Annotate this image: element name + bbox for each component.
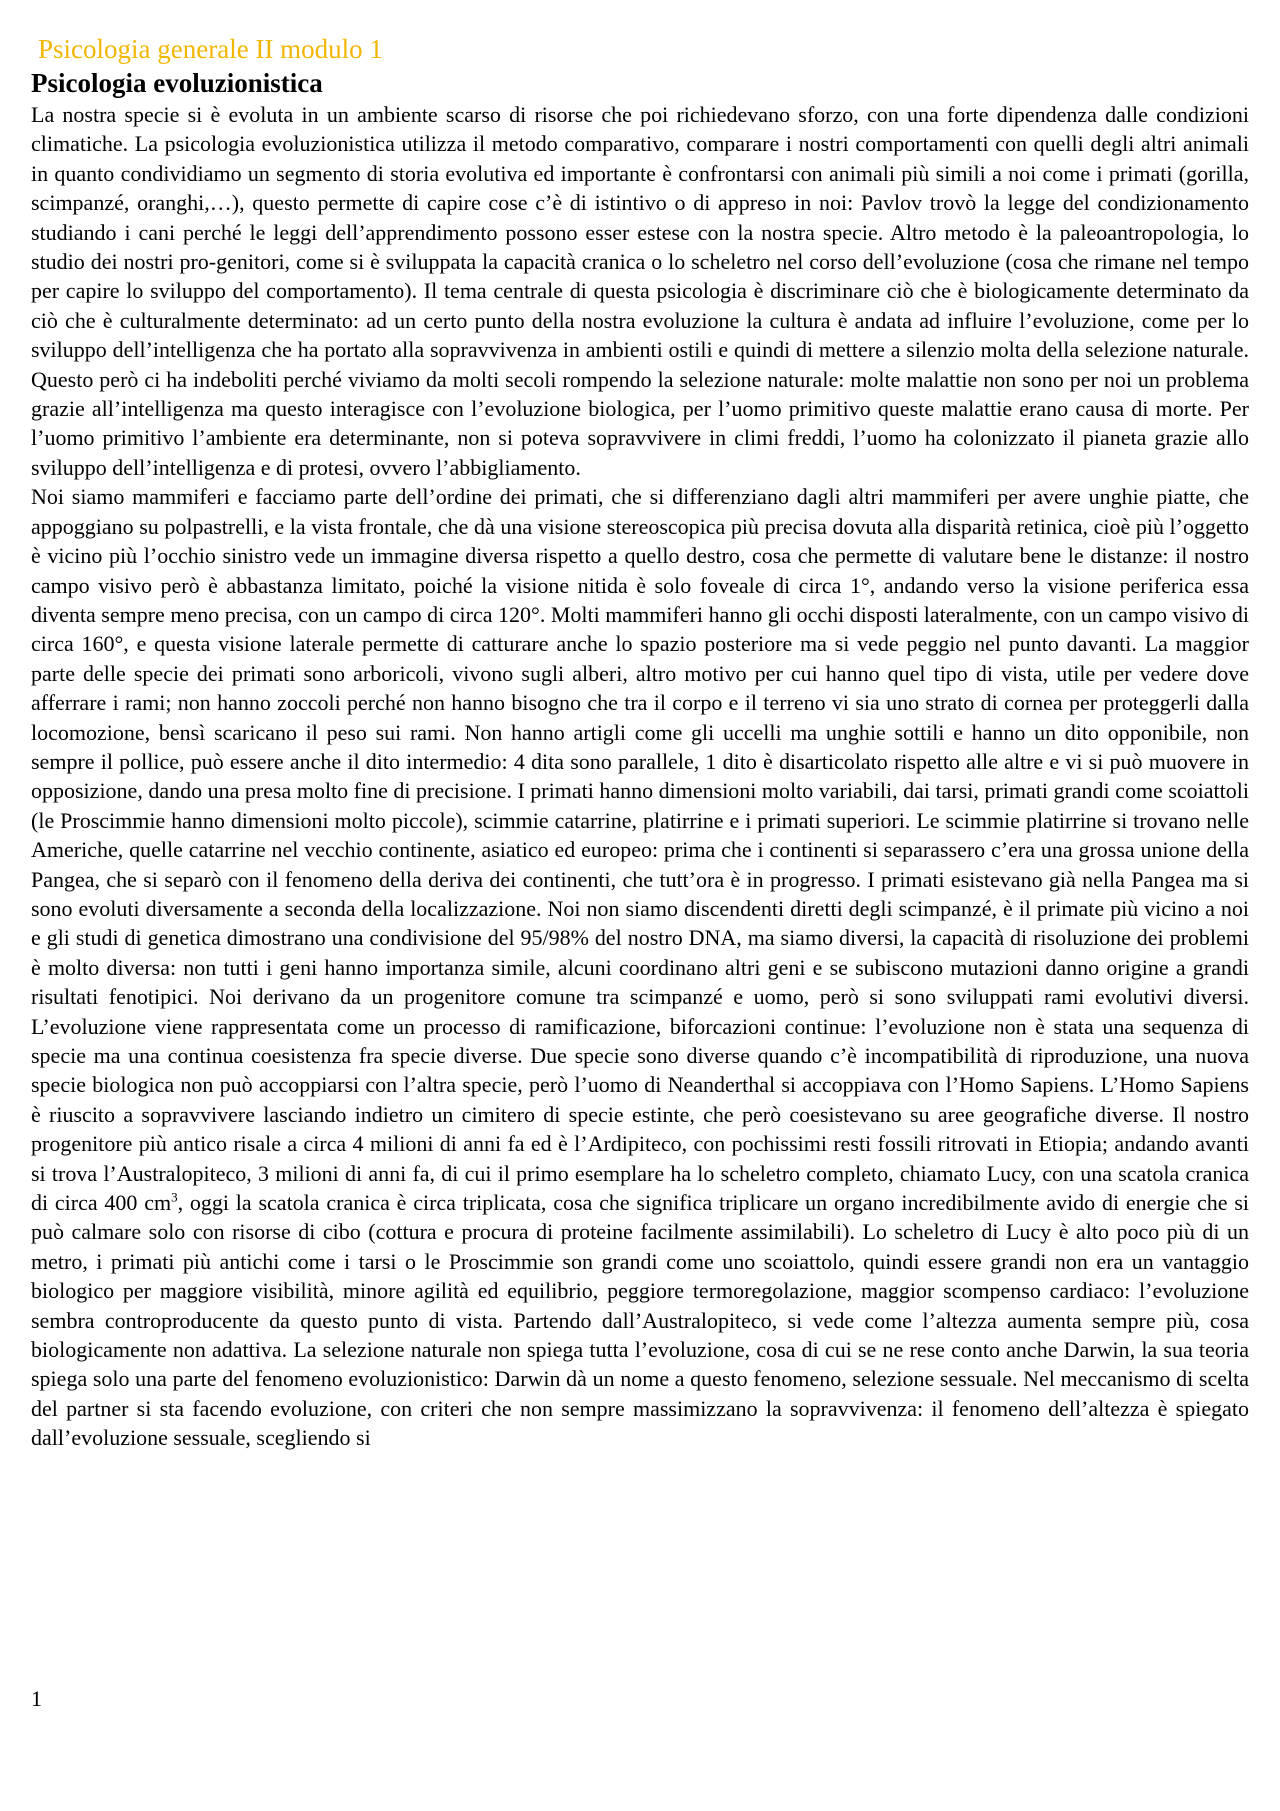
section-title: Psicologia evoluzionistica [31, 68, 323, 98]
page-number: 1 [31, 1686, 42, 1711]
document-page [31, 32, 1249, 1453]
paragraph-1: La nostra specie si è evoluta in un ambiente scarso di risorse che poi richiedevano sforzo, con una forte dipendenza dalle condizioni climatiche. La psicologia evoluzionistica utilizza il metodo comparativo, comparare i nostri comportamenti con quelli degli altri animali in quanto condividiamo un segmento di storia evolutiva ed importante è confrontarsi con animali più simili a noi come i primati (gorilla, scimpanzé, oranghi,…), questo permette di capire cose c’è di istintivo o di appreso in noi: Pavlov trovò la legge del condizionamento studiando i cani perché le leggi dell’apprendimento possono esser estese con la nostra specie. Altro metodo è la paleoantropologia, lo studio dei nostri pro-genitori, come si è sviluppata la capacità cranica o lo scheletro nel corso dell’evoluzione (cosa che rimane nel tempo per capire lo sviluppo del comportamento). Il tema centrale di questa psicologia è discriminare ciò che è biologicamente determinato da ciò che è culturalmente determinato: ad un certo punto della nostra evoluzione la cultura è andata ad influire l’evoluzione, come per lo sviluppo dell’intelligenza che ha portato alla sopravvivenza in ambienti ostili e quindi di mettere a silenzio molta della selezione naturale. Questo però ci ha indeboliti perché viviamo da molti secoli rompendo la selezione naturale: molte malattie non sono per noi un problema grazie all’intelligenza ma questo interagisce con l’evoluzione biologica, per l’uomo primitivo queste malattie erano causa di morte. Per l’uomo primitivo l’ambiente era determinante, non si poteva sopravvivere in climi freddi, l’uomo ha colonizzato il pianeta grazie allo sviluppo dell’intelligenza e di protesi, ovvero l’abbigliamento. [31, 102, 1249, 480]
superscript-cube: 3 [171, 1189, 178, 1205]
paragraph-2 [31, 482, 1249, 1452]
document-header: Psicologia generale II modulo 1 [38, 34, 383, 64]
paragraph-2-text-before: Noi siamo mammiferi e facciamo parte dell’ordine dei primati, che si differenziano dagli altri mammiferi per avere unghie piatte, che appoggiano su polpastrelli, e la vista frontale, che dà una visione stereoscopica più precisa dovuta alla disparità retinica, cioè più l’oggetto è vicino più l’occhio sinistro vede un immagine diversa rispetto a quello destro, cosa che permette di valutare bene le distanze: il nostro campo visivo però è abbastanza limitato, poiché la visione nitida è solo foveale di circa 1°, andando verso la visione periferica essa diventa sempre meno precisa, con un campo di circa 120°. Molti mammiferi hanno gli occhi disposti lateralmente, con un campo visivo di circa 160°, e questa visione laterale permette di catturare anche lo spazio posteriore ma si vede peggio nel punto davanti. La maggior parte delle specie dei primati sono arboricoli, vivono sugli alberi, altro motivo per cui hanno quel tipo di vista, utile per vedere dove afferrare i rami; non hanno zoccoli perché non hanno bisogno che tra il corpo e il terreno vi sia uno strato di cornea per proteggerli dalla locomozione, bensì scaricano il peso sui rami. Non hanno artigli come gli uccelli ma unghie sottili e hanno un dito opponibile, non sempre il pollice, può essere anche il dito intermedio: 4 dita sono parallele, 1 dito è disarticolato rispetto alle altre e vi si può muovere in opposizione, dando una presa molto fine di precisione. I primati hanno dimensioni molto variabili, dai tarsi, primati grandi come scoiattoli (le Proscimmie hanno dimensioni molto piccole), scimmie catarrine, platirrine e i primati superiori. Le scimmie platirrine si trovano nelle Americhe, quelle catarrine nel vecchio continente, asiatico ed europeo: prima che i continenti si separassero c’era una grossa unione della Pangea, che si separò con il fenomeno della deriva dei continenti, che tutt’ora è in progresso. I primati esistevano già nella Pangea ma si sono evoluti diversamente a seconda della localizzazione. Noi non siamo discendenti diretti degli scimpanzé, è il primate più vicino a noi e gli studi di genetica dimostrano una condivisione del 95/98% del nostro DNA, ma siamo diversi, la capacità di risoluzione dei problemi è molto diversa: non tutti i geni hanno importanza simile, alcuni coordinano altri geni e se subiscono mutazioni danno origine a grandi risultati fenotipici. Noi derivano da un progenitore comune tra scimpanzé e uomo, però si sono sviluppati rami evolutivi diversi. L’evoluzione viene rappresentata come un processo di ramificazione, biforcazioni continue: l’evoluzione non è stata una sequenza di specie ma una continua coesistenza fra specie diverse. Due specie sono diverse quando c’è incompatibilità di riproduzione, una nuova specie biologica non può accoppiarsi con l’altra specie, però l’uomo di Neanderthal si accoppiava con l’Homo Sapiens. L’Homo Sapiens è riuscito a sopravvivere lasciando indietro un cimitero di specie estinte, che però coesistevano su aree geografiche diverse. Il nostro progenitore più antico risale a circa 4 milioni di anni fa ed è l’Ardipiteco, con pochissimi resti fossili ritrovati in Etiopia; andando avanti si trova l’Australopiteco, 3 milioni di anni fa, di cui il primo esemplare ha lo scheletro completo, chiamato Lucy, con una scatola cranica di circa 400 cm [31, 484, 1249, 1216]
paragraph-2-text-after: , oggi la scatola cranica è circa triplicata, cosa che significa triplicare un organo incredibilmente avido di energie che si può calmare solo con risorse di cibo (cottura e procura di proteine facilmente assimilabili). Lo scheletro di Lucy è alto poco più di un metro, i primati più antichi come i tarsi o le Proscimmie son grandi come uno scoiattolo, quindi essere grandi non era un vantaggio biologico per maggiore visibilità, minore agilità ed equilibrio, peggiore termoregolazione, maggior scompenso cardiaco: l’evoluzione sembra controproducente da questo punto di vista. Partendo dall’Australopiteco, si vede come l’altezza aumenta sempre più, cosa biologicamente non adattiva. La selezione naturale non spiega tutta l’evoluzione, cosa di cui se ne rese conto anche Darwin, la sua teoria spiega solo una parte del fenomeno evoluzionistico: Darwin dà un nome a questo fenomeno, selezione sessuale. Nel meccanismo di scelta del partner si sta facendo evoluzione, con criteri che non sempre massimizzano la sopravvivenza: il fenomeno dell’altezza è spiegato dall’evoluzione sessuale, scegliendo si [31, 1190, 1249, 1451]
